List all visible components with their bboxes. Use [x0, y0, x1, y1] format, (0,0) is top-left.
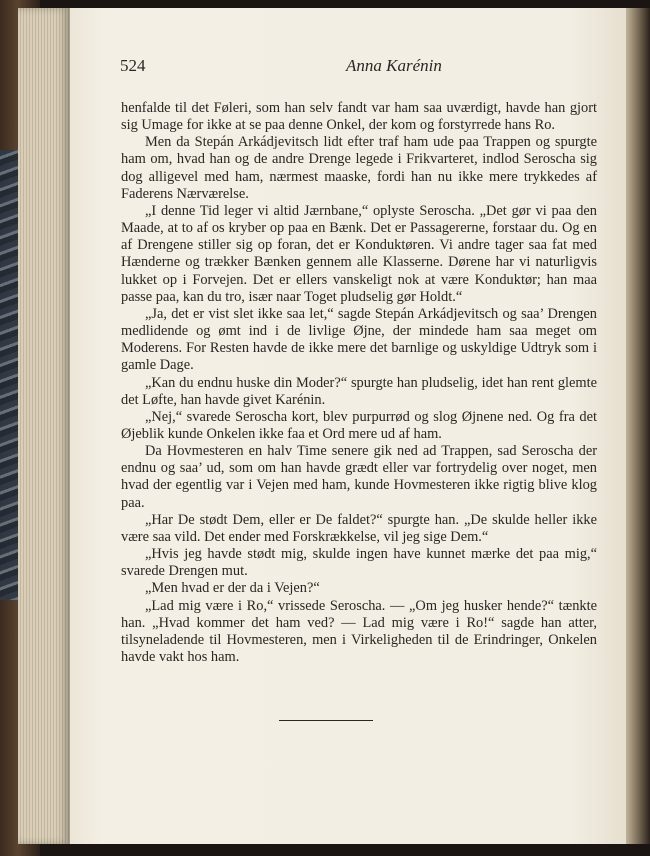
book-binding-right [626, 8, 650, 844]
paragraph: „Har De stødt Dem, eller er De faldet?“ spurgte han. „De skulde heller ikke være saa vild. Det ender med Forskrækkelse, vil jeg sige Dem.“ [121, 511, 597, 545]
page-header [120, 56, 532, 82]
page-edges [18, 8, 70, 844]
body-text [121, 100, 597, 666]
paragraph: „Ja, det er vist slet ikke saa let,“ sagde Stepán Arkádjevitsch og saa’ Drengen medlidende og ømt ind i de livlige Øjne, der mindede ham saa meget om Moderens. For Resten havde de ikke mere det barnlige og uskyldige Udtryk som i gamle Dage. [121, 305, 597, 374]
paragraph: „Nej,“ svarede Seroscha kort, blev purpurrød og slog Øjnene ned. Og fra det Øjeblik kunde Onkelen ikke faa et Ord mere ud af ham. [121, 408, 597, 442]
marbled-cover-edge [0, 150, 18, 600]
paragraph: Men da Stepán Arkádjevitsch lidt efter traf ham ude paa Trappen og spurgte ham om, hvad han og de andre Drenge legede i Frikvarteret, indlod Seroscha sig dog alligevel med ham, nærmest maaske, fordi han nu ikke mere trykkedes af Faderens Nærværelse. [121, 134, 597, 202]
page-number: 524 [120, 56, 146, 75]
paragraph: „I denne Tid leger vi altid Jærnbane,“ oplyste Seroscha. „Det gør vi paa den Maade, at to af os kryber op paa en Bænk. Det er Passagererne, forstaar du. Og en af Drengene stiller sig op foran, det er Konduktøren. Vi andre tager saa fat med Hænderne og trækker Bænken gennem alle Klasserne. Dørene har vi naturligvis lukket op i Forvejen. Det er ellers vanskeligt nok at være Konduktør; han maa passe paa, kan du tro, især naar Toget pludselig gør Holdt.“ [121, 202, 597, 305]
paragraph: henfalde til det Føleri, som han selv fandt var ham saa uværdigt, havde han gjort sig Umage for ikke at se paa denne Onkel, der kom og forstyrrede hans Ro. [121, 100, 597, 134]
paragraph: „Kan du endnu huske din Moder?“ spurgte han pludselig, idet han rent glemte det Løfte, han havde givet Karénin. [121, 374, 597, 408]
chapter-end-rule [279, 720, 373, 721]
paragraph: „Lad mig være i Ro,“ vrissede Seroscha. — „Om jeg husker hende?“ tænkte han. „Hvad kommer det ham ved? — Lad mig være i Ro!“ sagde han atter, tilsyneladende til Hovmesteren, men i Virkeligheden til de Erindringer, Onkelen havde vakt hos ham. [121, 597, 597, 665]
paragraph: „Hvis jeg havde stødt mig, skulde ingen have kunnet mærke det paa mig,“ svarede Drengen mut. [121, 546, 597, 580]
paragraph: Da Hovmesteren en halv Time senere gik ned ad Trappen, sad Seroscha der endnu og saa’ ud, som om han havde grædt eller var fortrydelig over noget, men hvad der egentlig var i Vejen med ham, kunde Hovmesteren ikke rigtig blive klog paa. [121, 443, 597, 511]
running-title: Anna Karénin [346, 56, 442, 75]
paragraph: „Men hvad er der da i Vejen?“ [145, 580, 320, 597]
